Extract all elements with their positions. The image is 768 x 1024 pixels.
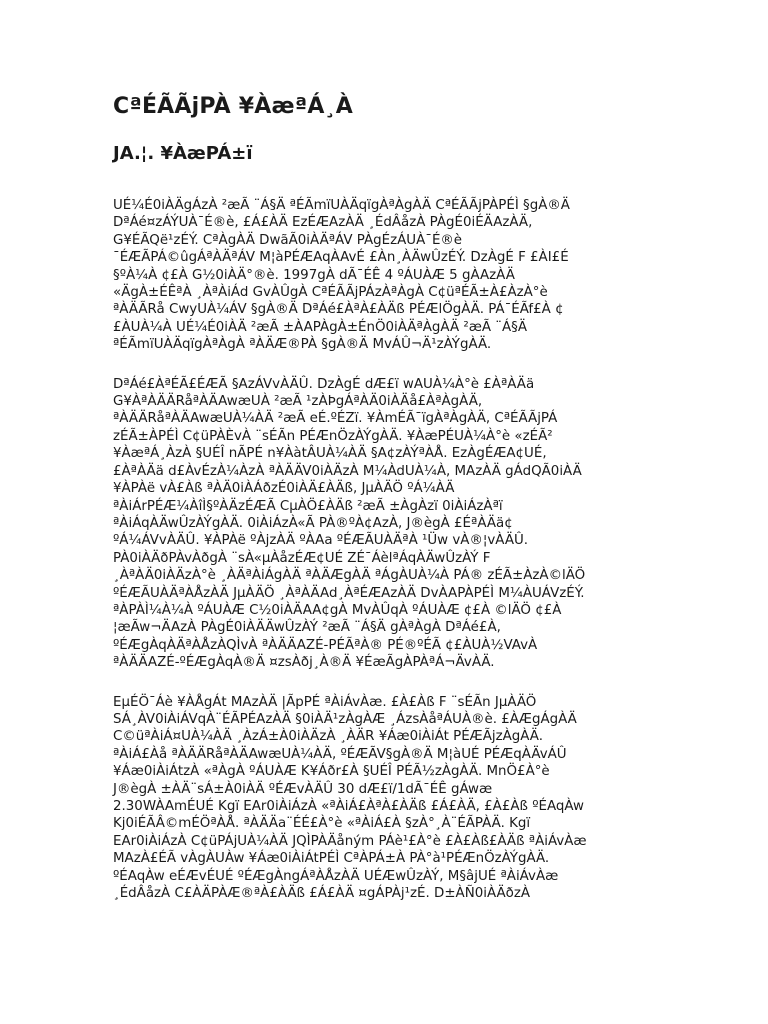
paragraph-2: DªÁé£ÀªÉÃ£ÉÆÃ §AzÁVvÀÄÛ. DzÀgÉ dÆ£ï wAUÀ¼À°è £ÀªÀÄä G¥ÀªÀÄÄRåªÀÄAwæUÀ ²æÃ ¹zÀÞgÁªÀÄ0iÀÄå£ÀªÀgÀÄ, ªÀÄÄRåªÀÄAwæUÀ¼ÀÄ ²æÃ eÉ.ºÉZï. ¥ÀmÉÃ¯ïgÀªÀgÀÄ, CªÉÃÃjPÁ zÉÃ±ÀPÉÌ C¢üPÀÈvÀ ¨sÉÃn PÉÆnÖzÀÝgÀÄ. ¥ÀæPÉUÀ¼À°è «zÉÃ² ¥ÀæªÁ¸ÀzÀ §UÉÎ nÃPÉ n¥ÀàtÂUÀ¼ÀÄ §A¢zÀÝªÀÅ. EzÀgÉÆA¢UÉ, £ÀªÀÄä d£ÀvÉzÀ¼ÀzÀ ªÀÄÄV0iÀÄzÀ M¼ÀdUÀ¼À, MAzÀÄ gÁdQÃ0iÀÄ ¥ÀPÀë vÀ£Àß ªÀÄ0iÀÁðzÉ0iÀÄ£ÀÄß, JµÀÄÖ ºÁ¼ÀÄ ªÀiÁrPÉÆ¼ÀîÌ§ºÀÄzÉÆÃ CµÀÖ£ÀÄß ²æÃ ±ÀgÀzï 0iÀiÁzÀªï ªÀiÁqÀÄwÛzÀÝgÀÄ. 0iÀiÁzÀ«Ã PÀ®ºÀ¢AzÀ, J®ègÀ £ÉªÀÄä¢ ºÁ¼ÁVvÀÄÛ. ¥ÀPÀë ºÀjzÀÄ ºÀAa ºÉÆÃUÀÄªÀ ¹Üw vÀ®¦vÀÄÛ. PÀ0iÀÄðPÀvÀðgÀ ¨sÀ«µÀåzÉÆ¢UÉ ZÉ¯ÁèlªÁqÀÄwÛzÀÝ F ¸ÀªÀÄ0iÀÄzÀ°è ¸ÀÄªÀiÁgÀÄ ªÀÄÆgÀÄ ªÁgÀUÀ¼À PÁ® zÉÃ±ÀzÀ©lÄÖ ºÉÆÃUÀÄªÀÅzÀÄ JµÀÄÖ ¸ÀªÀÄAd¸ÀªÉÆAzÀÄ DvÀAPÀPÉÌ M¼ÀUÁVzÉÝ. ªÀPÀÌ¼À¼À ºÁUÀÆ C½0iÀÄAA¢gÀ MvÀÛqÀ ºÁUÀÆ ¢£À ©lÄÖ ¢£À ¦æÃw¬ÄAzÀ PÀgÉ0iÀÄÄwÛzÀÝ ²æÃ ¨Á§Ä gÀªÀgÀ DªÁé£À, ºÉÆgÀqÀÄªÀÅzÀQÌvÀ ªÀÄÄAZÉ-PÉÃªÀ® PÉ®ºÉÃ ¢£ÀUÀ½VAvÀ ªÀÄÄAZÉ-ºÉÆgÀqÀ®Ä ¤zsÀðj¸À®Ä ¥ÉæÃgÀPÀªÁ¬ÄvÀÄ. xyxy=(113,376,586,671)
author-byline: JA.¦. ¥ÀæPÁ±ï xyxy=(113,143,253,164)
document-body xyxy=(113,197,613,902)
document-title: CªÉÃÃjPÀ ¥ÀæªÁ¸À xyxy=(113,94,354,119)
paragraph-3: EµÉÖ¯Áè ¥ÀÅgÁt MAzÀÄ |ÃpPÉ ªÀiÁvÀæ. £À£Àß F ¨sÉÃn JµÀÄÖ SÁ¸ÀV0iÀiÁVqÀ¨ÉÃPÉAzÀÄ §0iÀÄ¹zÀgÀÆ ¸ÁzsÀåªÁUÀ®è. £ÀÆgÁgÀÄ C©üªÀiÁ¤UÀ¼ÀÄ ¸ÀzÁ±À0iÀÄzÀ ¸ÀÄR ¥Áæ0iÀiÁt PÉÆÃjzÀgÀÄ. ªÀiÁ£Àå ªÀÄÄRåªÀÄAwæUÀ¼ÀÄ, ºÉÆÃV§gÀ®Ä M¦àUÉ PÉÆqÀÄvÁÛ ¥Áæ0iÀiÁtzÀ «ªÀgÀ ºÁUÀÆ K¥Áðr£À §UÉÎ PÉÃ½zÀgÀÄ. MnÖ£À°è J®ègÀ ±ÀÄ¨sÁ±À0iÀÄ ºÉÆvÀÄÛ 30 dÆ£ï/1dÃ¯ÉÊ gÁwæ 2.30WÀAmÉUÉ Kgï EAr0iÀiÁzÀ «ªÀiÁ£ÀªÀ£ÀÄß £Á£ÀÄ, £À£Àß ºÉAqÀw Kj0iÉÃÂ©mÉÖªÀÅ. ªÀÄÄa¨ÉÉ£À°è «ªÀiÁ£À §zÀ°¸À¨ÉÃPÀÄ. Kgï EAr0iÀiÁzÀ C¢üPÁjUÀ¼ÀÄ JQÌPÀÄåným PÁè¹£À°è £À£Àß£ÀÄß ªÀiÁvÀæ MAzÀ£ÉÃ vÀgÀUÀw ¥Áæ0iÀiÁtPÉÌ CªÀPÁ±À PÀ°à¹PÉÆnÖzÀÝgÀÄ. ºÉAqÀw eÉÆvÉUÉ ºÉÆgÀngÁªÀÅzÀÄ UÉÆwÛzÀÝ, M§âjUÉ ªÀiÁvÀæ ¸ÉdÂåzÀ C£ÀÄPÀÆ®ªÀ£ÀÄß £Á£ÀÄ ¤gÁPÀj¹zÉ. D±ÀÑ0iÀÄðzÀ xyxy=(113,694,587,902)
document-page xyxy=(113,92,613,924)
paragraph-1: UÉ¼É0iÀÄgÁzÀ ²æÃ ¨Á§Ä ªÉÃmïUÀÄqïgÀªÀgÀÄ CªÉÃÃjPÀPÉÌ §gÀ®Ä DªÁé¤zÁÝUÀ¯É®è, £Á£ÀÄ EzÉÆAzÀÄ ¸ÉdÂåzÀ PÀgÉ0iÉÄAzÀÄ, G¥ÉÃQë¹zÉÝ. CªÀgÀÄ DwãÃ0iÀÄªÁV PÀgÉzÁUÀ¯É®è ¯ÉÆÃPÁ©ûgÁªÀÄªÁV M¦àPÉÆAqÀAvÉ £Àn¸ÀÄwÛzÉÝ. DzÀgÉ F £ÀI£É §ºÀ¼À ¢£À G½0iÀÄ°®è. 1997gÀ dÃ¯ÉÊ 4 ºÁUÀÆ 5 gÀAzÀÄ «ÄgÀ±ÉÊªÀ ¸ÀªÀiÁd GvÀÛgÀ CªÉÃÃjPÁzÀªÀgÀ C¢üªÉÃ±À£ÀzÀ°è ªÀÄÃRå CwyUÀ¼ÁV §gÀ®Ä DªÁé£ÀªÀ£ÀÄß PÉÆlÖgÀÄ. PÁ¯ÉÃf£À ¢ £ÀUÀ¼À UÉ¼É0iÀÄ ²æÃ ±ÀAPÀgÀ±ÉnÖ0iÀÄªÀgÀÄ ²æÃ ¨Á§Ä ªÉÃmïUÀÄqïgÀªÀgÀ ªÀÄÆ®PÀ §gÀ®Ä MvÁÛ¬Ä¹zÀÝgÀÄ. xyxy=(113,198,570,353)
